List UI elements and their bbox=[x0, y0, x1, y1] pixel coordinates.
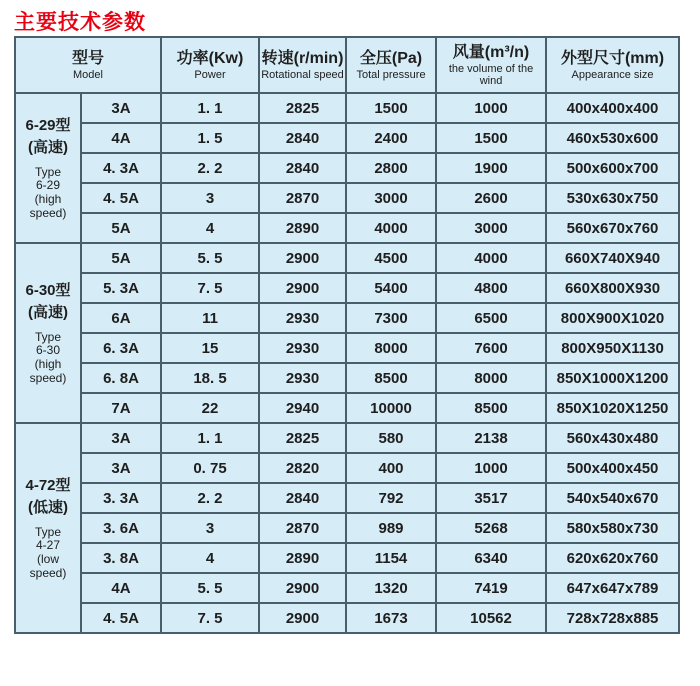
size-cell: 560x670x760 bbox=[546, 213, 679, 243]
group-label-3 bbox=[15, 423, 81, 633]
submodel-cell: 4A bbox=[81, 123, 161, 153]
col-header-pressure bbox=[346, 37, 436, 93]
submodel-cell: 3. 8A bbox=[81, 543, 161, 573]
table-row bbox=[15, 333, 679, 363]
volume-cell: 7600 bbox=[436, 333, 546, 363]
table-row bbox=[15, 363, 679, 393]
table-row bbox=[15, 573, 679, 603]
submodel-cell: 3A bbox=[81, 453, 161, 483]
size-cell: 400x400x400 bbox=[546, 93, 679, 123]
speed-cell: 2825 bbox=[259, 423, 346, 453]
speed-cell: 2930 bbox=[259, 303, 346, 333]
power-cell: 22 bbox=[161, 393, 259, 423]
table-row bbox=[15, 543, 679, 573]
speed-cell: 2840 bbox=[259, 123, 346, 153]
power-cell: 4 bbox=[161, 213, 259, 243]
volume-cell: 1900 bbox=[436, 153, 546, 183]
pressure-cell: 4000 bbox=[346, 213, 436, 243]
table-row bbox=[15, 453, 679, 483]
power-cell: 7. 5 bbox=[161, 273, 259, 303]
volume-cell: 6500 bbox=[436, 303, 546, 333]
power-cell: 18. 5 bbox=[161, 363, 259, 393]
speed-cell: 2900 bbox=[259, 243, 346, 273]
power-cell: 1. 1 bbox=[161, 423, 259, 453]
pressure-cell: 2800 bbox=[346, 153, 436, 183]
group-label-zh-line: 4-72型 bbox=[25, 477, 71, 495]
table-row bbox=[15, 303, 679, 333]
size-cell: 500x400x450 bbox=[546, 453, 679, 483]
volume-cell: 1500 bbox=[436, 123, 546, 153]
volume-cell: 3000 bbox=[436, 213, 546, 243]
col-header-pressure-en: Total pressure bbox=[356, 68, 426, 81]
power-cell: 15 bbox=[161, 333, 259, 363]
pressure-cell: 1154 bbox=[346, 543, 436, 573]
speed-cell: 2940 bbox=[259, 393, 346, 423]
volume-cell: 1000 bbox=[436, 93, 546, 123]
table-row bbox=[15, 423, 679, 453]
table-row bbox=[15, 483, 679, 513]
table-row bbox=[15, 513, 679, 543]
size-cell: 620x620x760 bbox=[546, 543, 679, 573]
size-cell: 800X900X1020 bbox=[546, 303, 679, 333]
submodel-cell: 3. 6A bbox=[81, 513, 161, 543]
volume-cell: 2138 bbox=[436, 423, 546, 453]
size-cell: 500x600x700 bbox=[546, 153, 679, 183]
speed-cell: 2870 bbox=[259, 183, 346, 213]
power-cell: 11 bbox=[161, 303, 259, 333]
col-header-model-zh: 型号 bbox=[72, 50, 105, 68]
speed-cell: 2890 bbox=[259, 213, 346, 243]
pressure-cell: 792 bbox=[346, 483, 436, 513]
submodel-cell: 6. 8A bbox=[81, 363, 161, 393]
col-header-volume-zh: 风量(m³/n) bbox=[452, 44, 530, 62]
pressure-cell: 400 bbox=[346, 453, 436, 483]
power-cell: 1. 5 bbox=[161, 123, 259, 153]
power-cell: 3 bbox=[161, 183, 259, 213]
power-cell: 5. 5 bbox=[161, 573, 259, 603]
pressure-cell: 989 bbox=[346, 513, 436, 543]
pressure-cell: 580 bbox=[346, 423, 436, 453]
power-cell: 4 bbox=[161, 543, 259, 573]
pressure-cell: 1500 bbox=[346, 93, 436, 123]
submodel-cell: 7A bbox=[81, 393, 161, 423]
group-label-en: Type 6-29 (high speed) bbox=[29, 164, 67, 221]
col-header-model bbox=[15, 37, 161, 93]
col-header-power bbox=[161, 37, 259, 93]
volume-cell: 4800 bbox=[436, 273, 546, 303]
volume-cell: 2600 bbox=[436, 183, 546, 213]
speed-cell: 2825 bbox=[259, 93, 346, 123]
size-cell: 850X1000X1200 bbox=[546, 363, 679, 393]
col-header-volume-en: the volume of the wind bbox=[448, 62, 534, 87]
col-header-power-zh: 功率(Kw) bbox=[176, 50, 244, 68]
submodel-cell: 5A bbox=[81, 243, 161, 273]
submodel-cell: 3. 3A bbox=[81, 483, 161, 513]
speed-cell: 2930 bbox=[259, 333, 346, 363]
speed-cell: 2900 bbox=[259, 573, 346, 603]
submodel-cell: 3A bbox=[81, 93, 161, 123]
table-row bbox=[15, 273, 679, 303]
volume-cell: 8500 bbox=[436, 393, 546, 423]
table-row bbox=[15, 243, 679, 273]
power-cell: 2. 2 bbox=[161, 483, 259, 513]
size-cell: 800X950X1130 bbox=[546, 333, 679, 363]
submodel-cell: 6. 3A bbox=[81, 333, 161, 363]
speed-cell: 2890 bbox=[259, 543, 346, 573]
submodel-cell: 3A bbox=[81, 423, 161, 453]
volume-cell: 4000 bbox=[436, 243, 546, 273]
col-header-size-zh: 外型尺寸(mm) bbox=[560, 50, 665, 68]
table-row bbox=[15, 93, 679, 123]
table-row bbox=[15, 183, 679, 213]
submodel-cell: 4. 3A bbox=[81, 153, 161, 183]
pressure-cell: 5400 bbox=[346, 273, 436, 303]
submodel-cell: 4A bbox=[81, 573, 161, 603]
pressure-cell: 8500 bbox=[346, 363, 436, 393]
volume-cell: 7419 bbox=[436, 573, 546, 603]
group-label-1 bbox=[15, 93, 81, 243]
col-header-pressure-zh: 全压(Pa) bbox=[359, 50, 423, 68]
speed-cell: 2930 bbox=[259, 363, 346, 393]
group-label-zh-line: (高速) bbox=[28, 303, 68, 321]
table-row bbox=[15, 393, 679, 423]
group-label-zh-line: 6-30型 bbox=[25, 282, 71, 300]
volume-cell: 1000 bbox=[436, 453, 546, 483]
group-label-zh-line: (低速) bbox=[28, 498, 68, 516]
speed-cell: 2900 bbox=[259, 273, 346, 303]
size-cell: 580x580x730 bbox=[546, 513, 679, 543]
col-header-size bbox=[546, 37, 679, 93]
speed-cell: 2900 bbox=[259, 603, 346, 633]
group-label-zh-line: 6-29型 bbox=[25, 117, 71, 135]
speed-cell: 2840 bbox=[259, 153, 346, 183]
pressure-cell: 3000 bbox=[346, 183, 436, 213]
col-header-speed bbox=[259, 37, 346, 93]
pressure-cell: 10000 bbox=[346, 393, 436, 423]
table-row bbox=[15, 213, 679, 243]
size-cell: 560x430x480 bbox=[546, 423, 679, 453]
table-header bbox=[15, 37, 679, 93]
col-header-size-en: Appearance size bbox=[571, 68, 654, 81]
speed-cell: 2840 bbox=[259, 483, 346, 513]
group-label-zh-line: (高速) bbox=[28, 138, 68, 156]
power-cell: 0. 75 bbox=[161, 453, 259, 483]
table-row bbox=[15, 603, 679, 633]
pressure-cell: 1320 bbox=[346, 573, 436, 603]
volume-cell: 10562 bbox=[436, 603, 546, 633]
col-header-volume bbox=[436, 37, 546, 93]
size-cell: 647x647x789 bbox=[546, 573, 679, 603]
size-cell: 850X1020X1250 bbox=[546, 393, 679, 423]
table-row bbox=[15, 123, 679, 153]
speed-cell: 2870 bbox=[259, 513, 346, 543]
power-cell: 3 bbox=[161, 513, 259, 543]
volume-cell: 5268 bbox=[436, 513, 546, 543]
submodel-cell: 6A bbox=[81, 303, 161, 333]
table-body bbox=[15, 93, 679, 633]
power-cell: 5. 5 bbox=[161, 243, 259, 273]
speed-cell: 2820 bbox=[259, 453, 346, 483]
volume-cell: 6340 bbox=[436, 543, 546, 573]
col-header-power-en: Power bbox=[194, 68, 226, 81]
power-cell: 7. 5 bbox=[161, 603, 259, 633]
volume-cell: 3517 bbox=[436, 483, 546, 513]
page-title: 主要技术参数 bbox=[14, 11, 146, 34]
power-cell: 1. 1 bbox=[161, 93, 259, 123]
header-row bbox=[15, 37, 679, 93]
size-cell: 660X800X930 bbox=[546, 273, 679, 303]
pressure-cell: 7300 bbox=[346, 303, 436, 333]
size-cell: 530x630x750 bbox=[546, 183, 679, 213]
submodel-cell: 4. 5A bbox=[81, 603, 161, 633]
col-header-speed-en: Rotational speed bbox=[261, 68, 344, 81]
submodel-cell: 5. 3A bbox=[81, 273, 161, 303]
submodel-cell: 5A bbox=[81, 213, 161, 243]
col-header-model-en: Model bbox=[73, 68, 103, 81]
group-label-2 bbox=[15, 243, 81, 423]
volume-cell: 8000 bbox=[436, 363, 546, 393]
size-cell: 540x540x670 bbox=[546, 483, 679, 513]
pressure-cell: 2400 bbox=[346, 123, 436, 153]
col-header-speed-zh: 转速(r/min) bbox=[261, 50, 344, 68]
group-label-en: Type 4-27 (low speed) bbox=[29, 524, 67, 581]
size-cell: 460x530x600 bbox=[546, 123, 679, 153]
submodel-cell: 4. 5A bbox=[81, 183, 161, 213]
table-row bbox=[15, 153, 679, 183]
size-cell: 660X740X940 bbox=[546, 243, 679, 273]
size-cell: 728x728x885 bbox=[546, 603, 679, 633]
pressure-cell: 1673 bbox=[346, 603, 436, 633]
specs-table bbox=[14, 36, 680, 634]
power-cell: 2. 2 bbox=[161, 153, 259, 183]
group-label-en: Type 6-30 (high speed) bbox=[29, 329, 67, 386]
pressure-cell: 4500 bbox=[346, 243, 436, 273]
pressure-cell: 8000 bbox=[346, 333, 436, 363]
